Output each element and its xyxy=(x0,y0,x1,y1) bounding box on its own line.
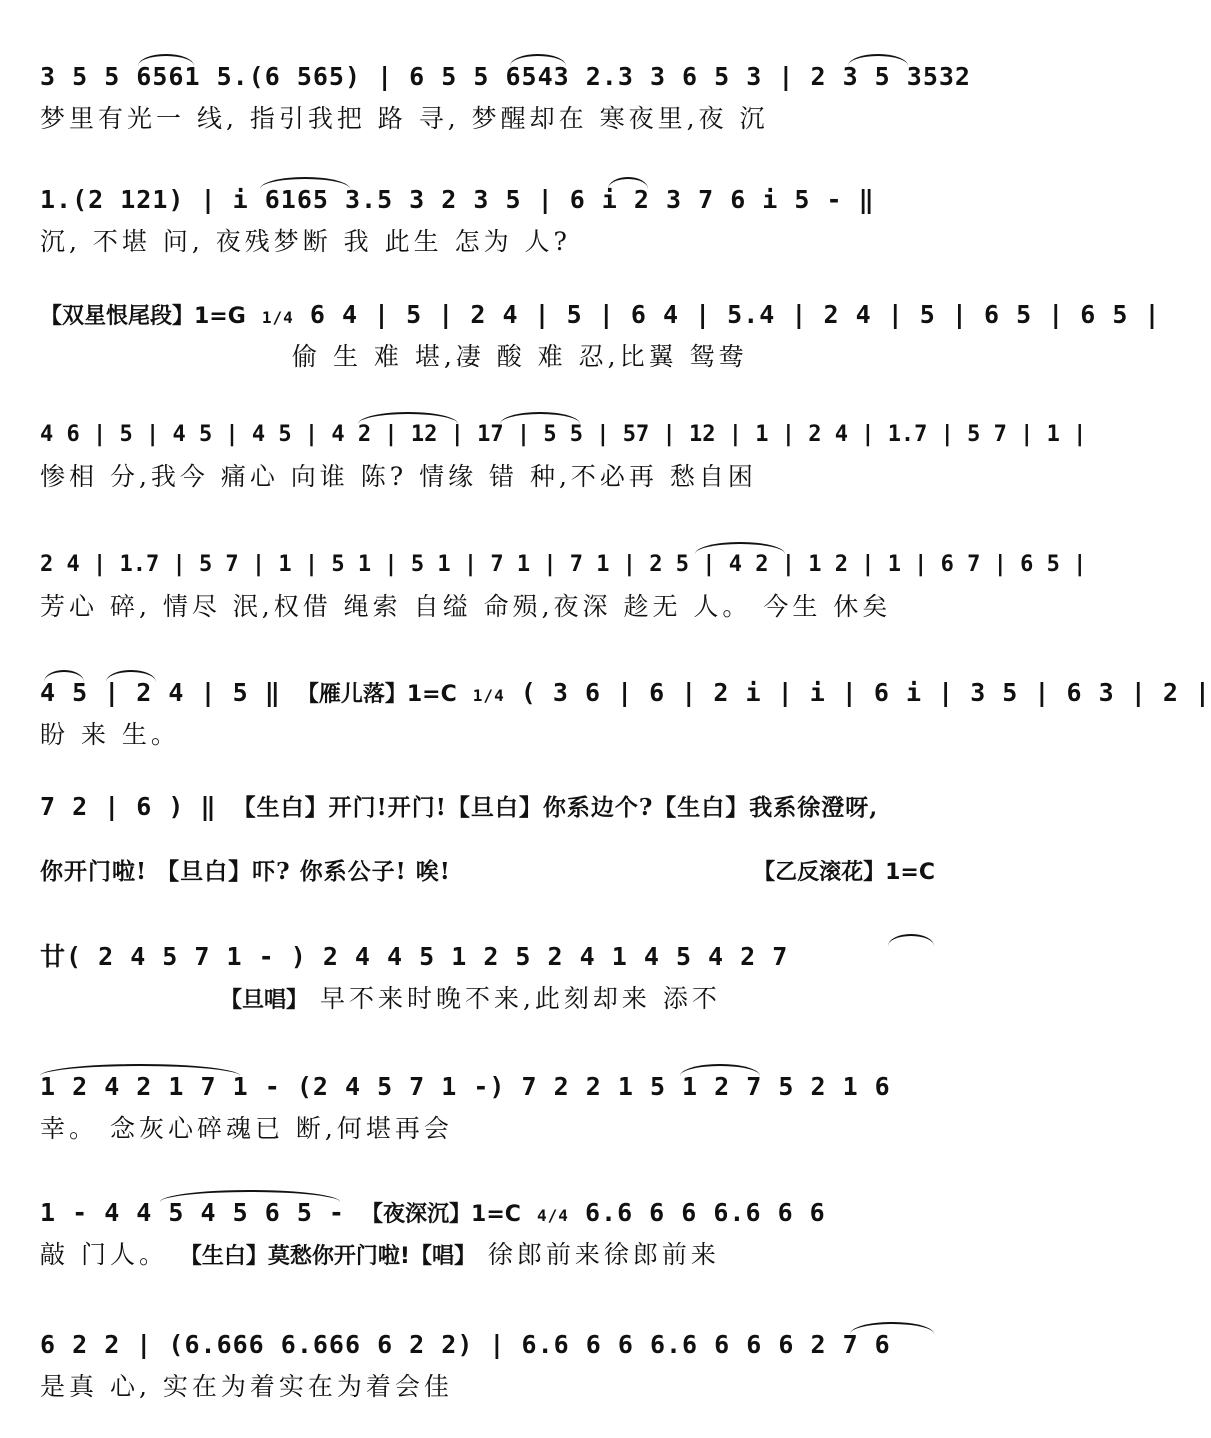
slur xyxy=(850,1322,934,1334)
slur xyxy=(358,412,458,424)
score-row-8 xyxy=(40,856,935,896)
spoken-line: 【生白】开门!开门!【旦白】你系边个?【生白】我系徐澄呀, xyxy=(232,794,879,821)
jianpu-notes: 6 2 2 | (6.666 6.666 6 2 2) | 6.6 6 6 6.6 6 6 6 2 7 6 xyxy=(40,1330,891,1359)
section-label-right xyxy=(753,856,935,888)
slur xyxy=(106,670,156,682)
jianpu-notes: 1 2 4 2 1 7 1 - (2 4 5 7 1 -) 7 2 2 1 5 1 2 7 5 2 1 6 xyxy=(40,1072,891,1101)
section-label: 【乙反滚花】1=C xyxy=(753,860,935,885)
lyrics-line xyxy=(220,984,935,1016)
jianpu-notes: 1 - 4 4 5 4 5 6 5 - xyxy=(40,1198,345,1227)
slur xyxy=(680,1064,760,1076)
score-row-11 xyxy=(40,1198,935,1278)
spoken-line: 你开门啦! 【旦白】吓? 你系公子! 唉! xyxy=(40,858,451,885)
slur xyxy=(500,412,580,424)
score-row-1 xyxy=(40,62,971,142)
slur xyxy=(695,542,785,554)
score-row-5 xyxy=(40,550,1087,630)
jianpu-notes: 7 2 | 6 ) ‖ xyxy=(40,792,217,821)
lyrics-line xyxy=(40,1240,935,1272)
jianpu-notes: 3 5 5 6561 5.(6 565) | 6 5 5 6543 2.3 3 6 5 3 | 2 3 5 3532 xyxy=(40,62,971,91)
section-label: 【雁儿落】1=C xyxy=(296,682,457,707)
section-header xyxy=(40,678,1211,711)
time-signature: 1/4 xyxy=(261,308,294,327)
jianpu-notes: 6 4 | 5 | 2 4 | 5 | 6 4 | 5.4 | 2 4 | 5 | 6 5 | 6 5 | xyxy=(309,300,1161,329)
slur xyxy=(510,54,566,66)
jianpu-notes: 2 4 | 1.7 | 5 7 | 1 | 5 1 | 5 1 | 7 1 | 7 1 | 2 5 | 4 2 | 1 2 | 1 | 6 7 | 6 5 | xyxy=(40,552,1087,577)
lyrics-line: 芳心 碎, 情尽 泯,权借 绳索 自缢 命殒,夜深 趁无 人。 今生 休矣 xyxy=(40,592,892,621)
section-label: 【旦唱】 xyxy=(220,988,309,1013)
section-label: 【双星恨尾段】1=G xyxy=(40,304,246,329)
lyrics-line: 惨相 分,我今 痛心 向谁 陈? 情缘 错 种,不必再 愁自困 xyxy=(40,462,757,491)
score-row-4 xyxy=(40,420,1087,500)
slur xyxy=(608,177,648,189)
lyrics-line: 是真 心, 实在为着实在为着会佳 xyxy=(40,1372,453,1401)
slur xyxy=(44,670,84,682)
score-row-6 xyxy=(40,678,1211,758)
spoken-line: 【生白】莫愁你开门啦!【唱】 xyxy=(179,1244,476,1269)
slur xyxy=(40,1064,240,1076)
dialogue-line xyxy=(40,792,935,823)
score-row-12 xyxy=(40,1330,935,1410)
time-signature: 4/4 xyxy=(537,1206,569,1225)
lyrics-line: 幸。 念灰心碎魂已 断,何堪再会 xyxy=(40,1114,453,1143)
lyrics-text: 徐郎前来徐郎前来 xyxy=(487,1240,720,1269)
jianpu-notes: 4 5 | 2 4 | 5 ‖ xyxy=(40,678,281,707)
jianpu-notes: 6.6 6 6 6.6 6 6 xyxy=(584,1198,826,1227)
lyrics-line: 梦里有光一 线, 指引我把 路 寻, 梦醒却在 寒夜里,夜 沉 xyxy=(40,104,769,133)
lyrics-line: 沉, 不堪 问, 夜残梦断 我 此生 怎为 人? xyxy=(40,227,571,256)
section-header xyxy=(40,300,1161,333)
jianpu-notes: 廿( 2 4 5 7 1 - ) 2 4 4 5 1 2 5 2 4 1 4 5 4 2 7 xyxy=(40,942,789,971)
score-row-3 xyxy=(40,300,1161,380)
lyrics-text: 敲 门人。 xyxy=(40,1240,168,1269)
slur xyxy=(160,1190,340,1202)
lyrics-text: 早不来时晚不来,此刻却来 添不 xyxy=(319,984,721,1013)
score-row-2 xyxy=(40,185,935,265)
lyrics-line: 盼 来 生。 xyxy=(40,720,180,749)
section-label: 【夜深沉】1=C xyxy=(361,1202,521,1227)
jianpu-notes: 4 6 | 5 | 4 5 | 4 5 | 4 2 | 12 | 17 | 5 5 | 57 | 12 | 1 | 2 4 | 1.7 | 5 7 | 1 | xyxy=(40,422,1087,447)
score-row-10 xyxy=(40,1072,935,1152)
score-row-7 xyxy=(40,792,935,832)
section-header xyxy=(40,1198,935,1231)
jianpu-notes: ( 3 6 | 6 | 2 i | i | 6 i | 3 5 | 6 3 | 2 | xyxy=(520,678,1211,707)
slur xyxy=(260,177,350,189)
slur xyxy=(138,54,194,66)
slur xyxy=(888,934,934,946)
time-signature: 1/4 xyxy=(472,686,505,705)
slur xyxy=(848,54,908,66)
jianpu-notes: 1.(2 121) | i 6165 3.5 3 2 3 5 | 6 i 2 3 7 6 i 5 - ‖ xyxy=(40,185,875,214)
score-row-9 xyxy=(40,942,935,1022)
lyrics-line: 偷 生 难 堪,凄 酸 难 忍,比翼 鸳鸯 xyxy=(292,342,748,371)
